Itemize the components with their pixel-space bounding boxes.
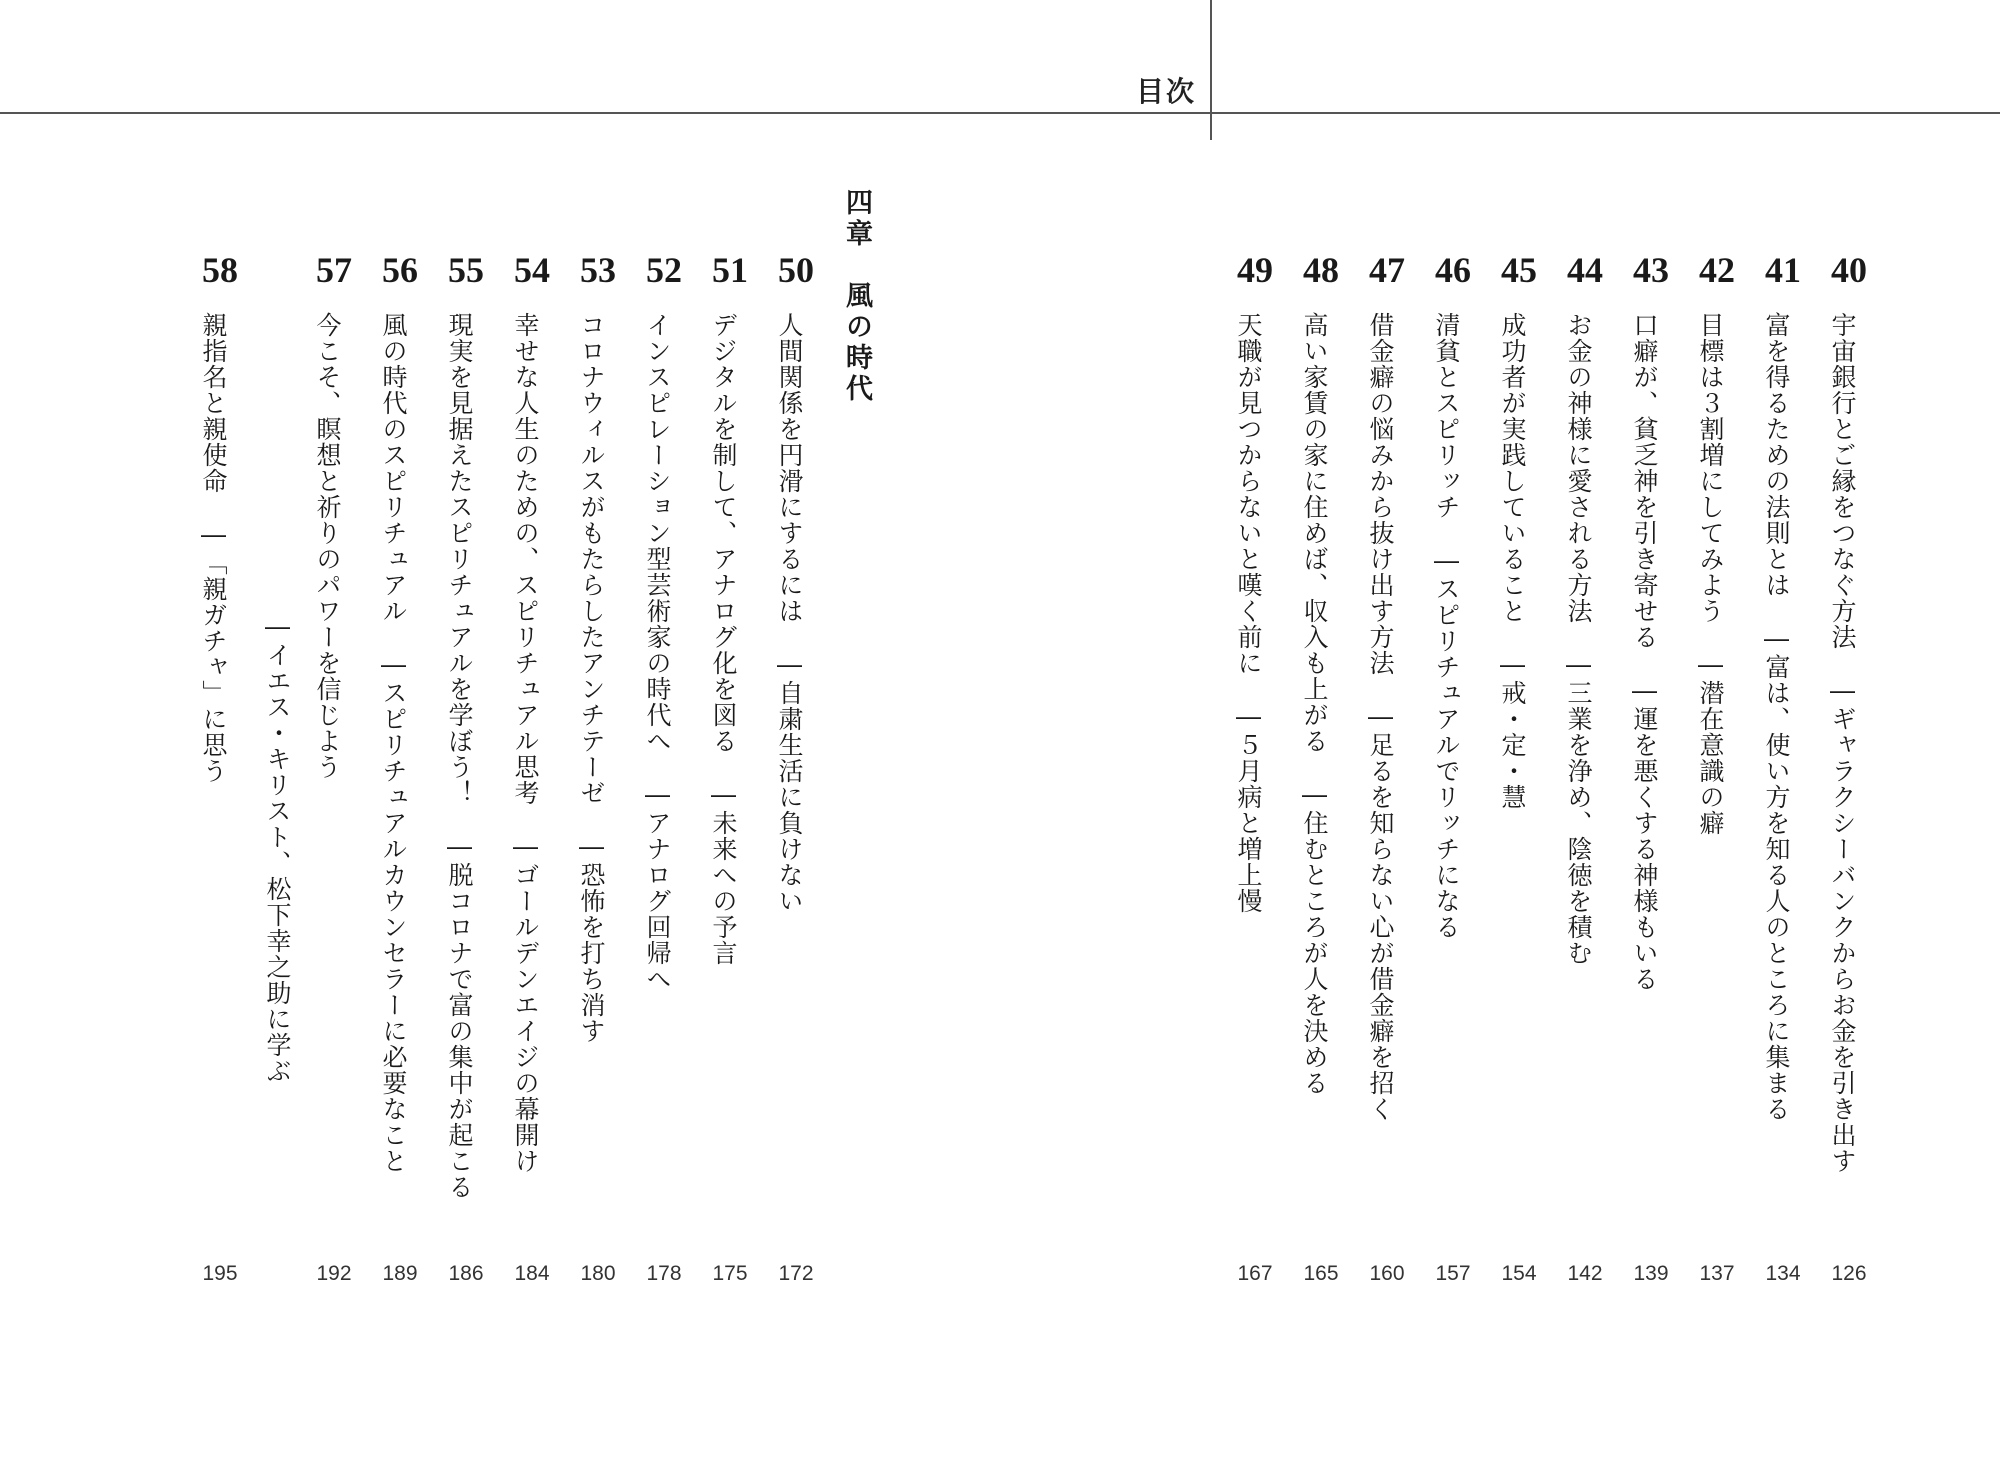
entry-page: 137 <box>1699 1262 1735 1285</box>
entry-number: 43 <box>1633 250 1669 290</box>
entry-page: 175 <box>712 1262 748 1285</box>
entry-page: 160 <box>1369 1262 1405 1285</box>
entry-title: 風の時代のスピリチュアル ―スピリチュアルカウンセラーに必要なこと <box>379 312 408 1174</box>
entry-number: 41 <box>1765 250 1801 290</box>
entry-number: 56 <box>382 250 418 290</box>
header-rule <box>0 112 2000 114</box>
entry-title: 現実を見据えたスピリチュアルを学ぼう！ ―脱コロナで富の集中が起こる <box>445 312 474 1200</box>
entry-title: 目標は３割増にしてみよう ―潜在意識の癖 <box>1696 312 1725 836</box>
entry-title: 宇宙銀行とご縁をつなぐ方法 ―ギャラクシーバンクからお金を引き出す <box>1828 312 1857 1174</box>
entry-number: 40 <box>1831 250 1867 290</box>
entry-page: 186 <box>448 1262 484 1285</box>
entry-title: 今こそ、瞑想と祈りのパワーを信じよう <box>313 312 342 780</box>
entry-title: 幸せな人生のための、スピリチュアル思考 ―ゴールデンエイジの幕開け <box>511 312 540 1174</box>
page-title: 目次 <box>1136 75 1197 108</box>
entry-title: お金の神様に愛される方法 ―三業を浄め、陰徳を積む <box>1564 312 1593 966</box>
entry-title: コロナウィルスがもたらしたアンチテーゼ ―恐怖を打ち消す <box>577 312 606 1044</box>
entry-number: 46 <box>1435 250 1471 290</box>
entry-title: 借金癖の悩みから抜け出す方法 ―足るを知らない心が借金癖を招く <box>1366 312 1395 1122</box>
entry-number: 52 <box>646 250 682 290</box>
entry-number: 58 <box>202 250 238 290</box>
entry-number: 51 <box>712 250 748 290</box>
entry-page: 184 <box>514 1262 550 1285</box>
entry-title: 口癖が、貧乏神を引き寄せる ―運を悪くする神様もいる <box>1630 312 1659 992</box>
entry-title: 天職が見つからないと嘆く前に ―５月病と増上慢 <box>1234 312 1263 914</box>
entry-number: 57 <box>316 250 352 290</box>
entry-subtitle: ―イエス・キリスト、松下幸之助に学ぶ <box>263 612 292 1084</box>
entry-page: 139 <box>1633 1262 1669 1285</box>
entry-title: 親指名と親使命 ―「親ガチャ」に思う <box>199 312 228 784</box>
chapter-heading <box>840 188 872 405</box>
entry-number: 55 <box>448 250 484 290</box>
entry-page: 165 <box>1303 1262 1339 1285</box>
entry-number: 47 <box>1369 250 1405 290</box>
entry-title: 富を得るための法則とは ―富は、使い方を知る人のところに集まる <box>1762 312 1791 1122</box>
entry-number: 54 <box>514 250 550 290</box>
entry-number: 45 <box>1501 250 1537 290</box>
entry-title: 清貧とスピリッチ ―スピリチュアルでリッチになる <box>1432 312 1461 940</box>
entry-page: 189 <box>382 1262 418 1285</box>
entry-number: 49 <box>1237 250 1273 290</box>
entry-page: 180 <box>580 1262 616 1285</box>
entry-number: 53 <box>580 250 616 290</box>
entry-title: 成功者が実践していること ―戒・定・慧 <box>1498 312 1527 810</box>
entry-page: 178 <box>646 1262 682 1285</box>
entry-title: デジタルを制して、アナログ化を図る ―未来への予言 <box>709 312 738 966</box>
entry-page: 154 <box>1501 1262 1537 1285</box>
entry-number: 50 <box>778 250 814 290</box>
entry-page: 126 <box>1831 1262 1867 1285</box>
entry-number: 48 <box>1303 250 1339 290</box>
entry-page: 134 <box>1765 1262 1801 1285</box>
entry-number: 44 <box>1567 250 1603 290</box>
entry-title: インスピレーション型芸術家の時代へ ―アナログ回帰へ <box>643 312 672 992</box>
entry-page: 167 <box>1237 1262 1273 1285</box>
entry-page: 195 <box>202 1262 238 1285</box>
entry-page: 172 <box>778 1262 814 1285</box>
chapter-number: 四章 <box>841 188 872 250</box>
entry-page: 192 <box>316 1262 352 1285</box>
chapter-title: 風の時代 <box>841 281 872 405</box>
entry-title: 高い家賃の家に住めば、収入も上がる ―住むところが人を決める <box>1300 312 1329 1096</box>
entry-number: 42 <box>1699 250 1735 290</box>
entry-page: 157 <box>1435 1262 1471 1285</box>
entry-page: 142 <box>1567 1262 1603 1285</box>
entry-title: 人間関係を円滑にするには ―自粛生活に負けない <box>775 312 804 914</box>
page-divider <box>1210 0 1212 140</box>
